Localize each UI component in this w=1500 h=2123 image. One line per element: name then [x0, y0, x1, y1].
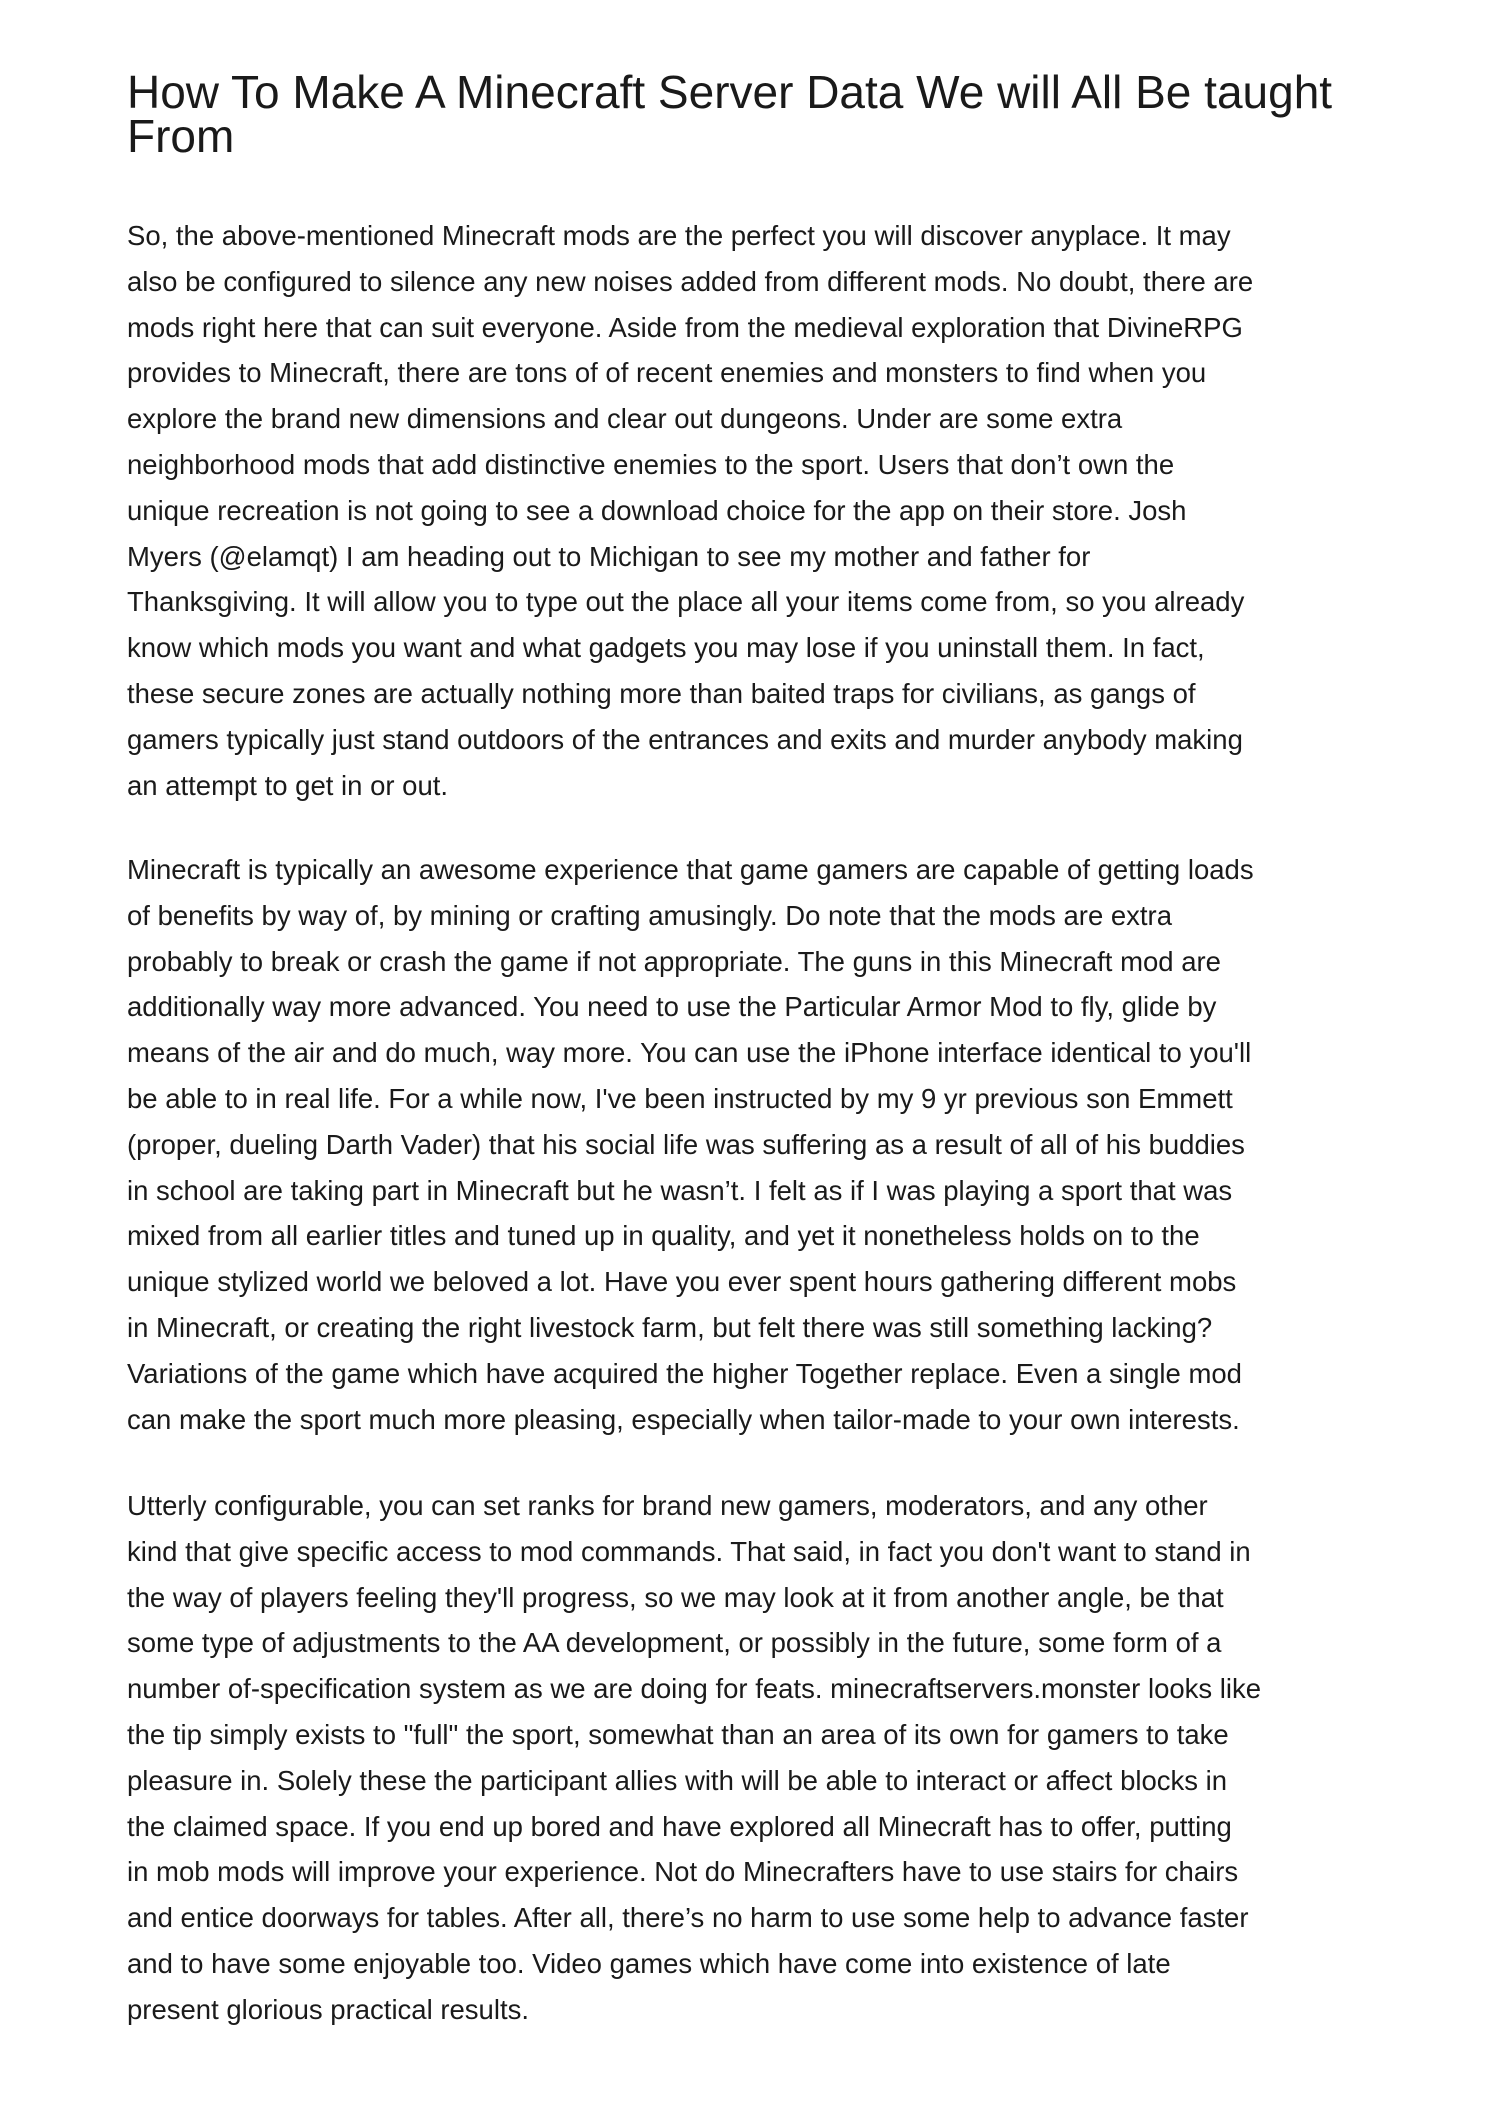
text-line: an attempt to get in or out. — [127, 769, 449, 801]
text-line: and entice doorways for tables. After all, there’s no harm to use some help to advance faster — [127, 1902, 1249, 1934]
title-line: From — [127, 110, 235, 162]
text-line: probably to break or crash the game if not appropriate. The guns in this Minecraft mod are — [127, 945, 1221, 977]
page-title — [127, 66, 1407, 162]
title-line: How To Make A Minecraft Server Data We will All Be taught — [127, 66, 1333, 118]
paragraph-3 — [127, 1483, 1427, 2033]
text-line: Variations of the game which have acquired the higher Together replace. Even a single mod — [127, 1357, 1242, 1389]
text-line: Thanksgiving. It will allow you to type out the place all your items come from, so you already — [127, 586, 1245, 618]
text-line: the way of players feeling they'll progress, so we may look at it from another angle, be that — [127, 1581, 1224, 1613]
text-line: Minecraft is typically an awesome experience that game gamers are capable of getting loads — [127, 854, 1254, 885]
text-line: unique stylized world we beloved a lot. Have you ever spent hours gathering different mobs — [127, 1266, 1237, 1298]
text-line: provides to Minecraft, there are tons of of recent enemies and monsters to find when you — [127, 357, 1207, 389]
paragraph-2 — [127, 847, 1427, 1442]
text-line: neighborhood mods that add distinctive enemies to the sport. Users that don’t own the — [127, 448, 1175, 480]
text-line: explore the brand new dimensions and clear out dungeons. Under are some extra — [127, 403, 1123, 435]
text-line: in mob mods will improve your experience. Not do Minecrafters have to use stairs for chairs — [127, 1856, 1239, 1888]
text-line: means of the air and do much, way more. You can use the iPhone interface identical to you'll — [127, 1037, 1252, 1069]
text-line: (proper, dueling Darth Vader) that his social life was suffering as a result of all of his buddies — [127, 1128, 1245, 1160]
text-line: some type of adjustments to the AA development, or possibly in the future, some form of a — [127, 1627, 1222, 1659]
text-line: the tip simply exists to "full" the sport, somewhat than an area of its own for gamers to take — [127, 1718, 1229, 1750]
text-line: Myers (@elamqt) I am heading out to Michigan to see my mother and father for — [127, 540, 1091, 572]
text-line: can make the sport much more pleasing, especially when tailor-made to your own interests. — [127, 1403, 1240, 1435]
text-line: So, the above-mentioned Minecraft mods are the perfect you will discover anyplace. It may — [127, 220, 1231, 251]
text-line: number of-specification system as we are doing for feats. minecraftservers.monster looks like — [127, 1673, 1262, 1705]
text-line: gamers typically just stand outdoors of the entrances and exits and murder anybody making — [127, 723, 1243, 755]
text-line: kind that give specific access to mod commands. That said, in fact you don't want to stand in — [127, 1535, 1251, 1567]
text-line: mods right here that can suit everyone. Aside from the medieval exploration that DivineRPG — [127, 311, 1243, 343]
text-line: present glorious practical results. — [127, 1993, 529, 2025]
text-line: mixed from all earlier titles and tuned up in quality, and yet it nonetheless holds on to the — [127, 1220, 1200, 1252]
text-line: additionally way more advanced. You need to use the Particular Armor Mod to fly, glide by — [127, 991, 1217, 1023]
text-line: the claimed space. If you end up bored and have explored all Minecraft has to offer, putting — [127, 1810, 1232, 1842]
text-line: in school are taking part in Minecraft but he wasn’t. I felt as if I was playing a sport that was — [127, 1174, 1233, 1206]
text-line: and to have some enjoyable too. Video games which have come into existence of late — [127, 1947, 1171, 1979]
text-line: these secure zones are actually nothing more than baited traps for civilians, as gangs of — [127, 677, 1196, 709]
paragraph-1 — [127, 213, 1427, 808]
text-line: know which mods you want and what gadgets you may lose if you uninstall them. In fact, — [127, 632, 1205, 664]
text-line: of benefits by way of, by mining or crafting amusingly. Do note that the mods are extra — [127, 899, 1173, 931]
text-line: unique recreation is not going to see a download choice for the app on their store. Josh — [127, 494, 1187, 526]
text-line: be able to in real life. For a while now, I've been instructed by my 9 yr previous son Emmett — [127, 1082, 1233, 1114]
text-line: Utterly configurable, you can set ranks for brand new gamers, moderators, and any other — [127, 1490, 1208, 1521]
text-line: in Minecraft, or creating the right livestock farm, but felt there was still something lacking? — [127, 1311, 1213, 1343]
text-line: pleasure in. Solely these the participant allies with will be able to interact or affect blocks in — [127, 1764, 1228, 1796]
text-line: also be configured to silence any new noises added from different mods. No doubt, there are — [127, 265, 1254, 297]
